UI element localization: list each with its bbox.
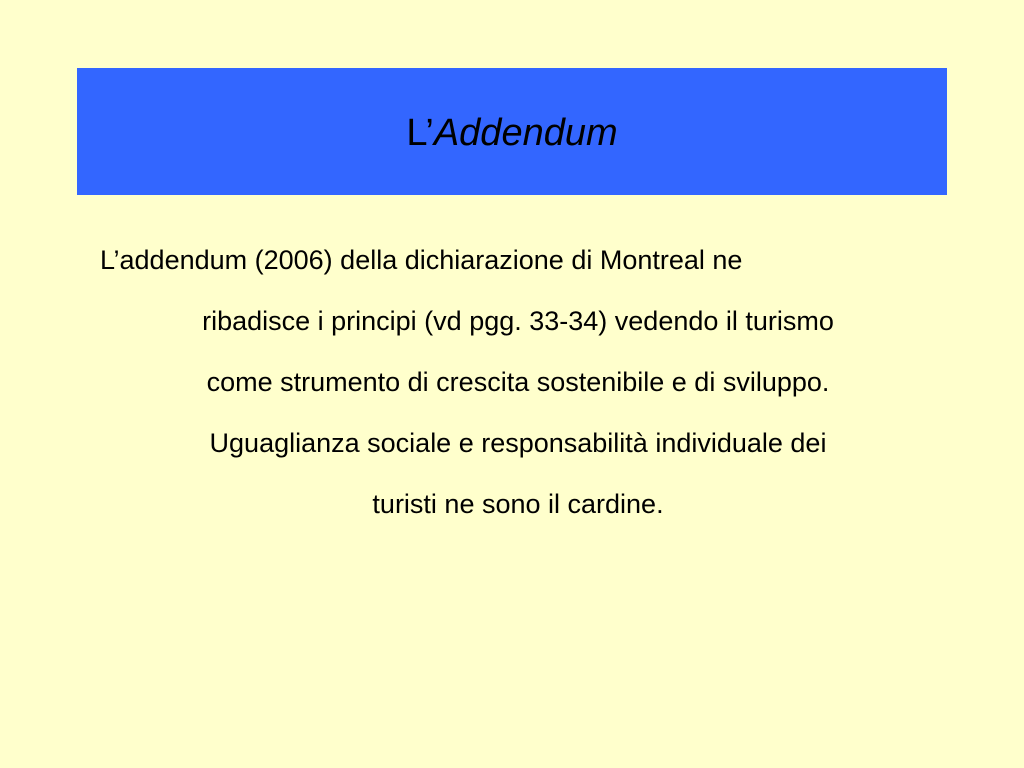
body-line: come strumento di crescita sostenibile e di sviluppo.	[206, 367, 830, 397]
title-prefix: L’	[406, 112, 434, 154]
body-line: Uguaglianza sociale e responsabilità individuale dei	[209, 428, 827, 458]
body-line: ribadisce i principi (vd pgg. 33-34) vedendo il turismo	[202, 306, 834, 336]
slide-title	[406, 112, 617, 155]
body-line: L’addendum (2006) della dichiarazione di Montreal ne	[100, 245, 743, 275]
title-bar	[77, 68, 947, 195]
body-paragraph	[100, 230, 936, 535]
title-italic: Addendum	[433, 112, 618, 154]
body-line: turisti ne sono il cardine.	[372, 489, 664, 519]
